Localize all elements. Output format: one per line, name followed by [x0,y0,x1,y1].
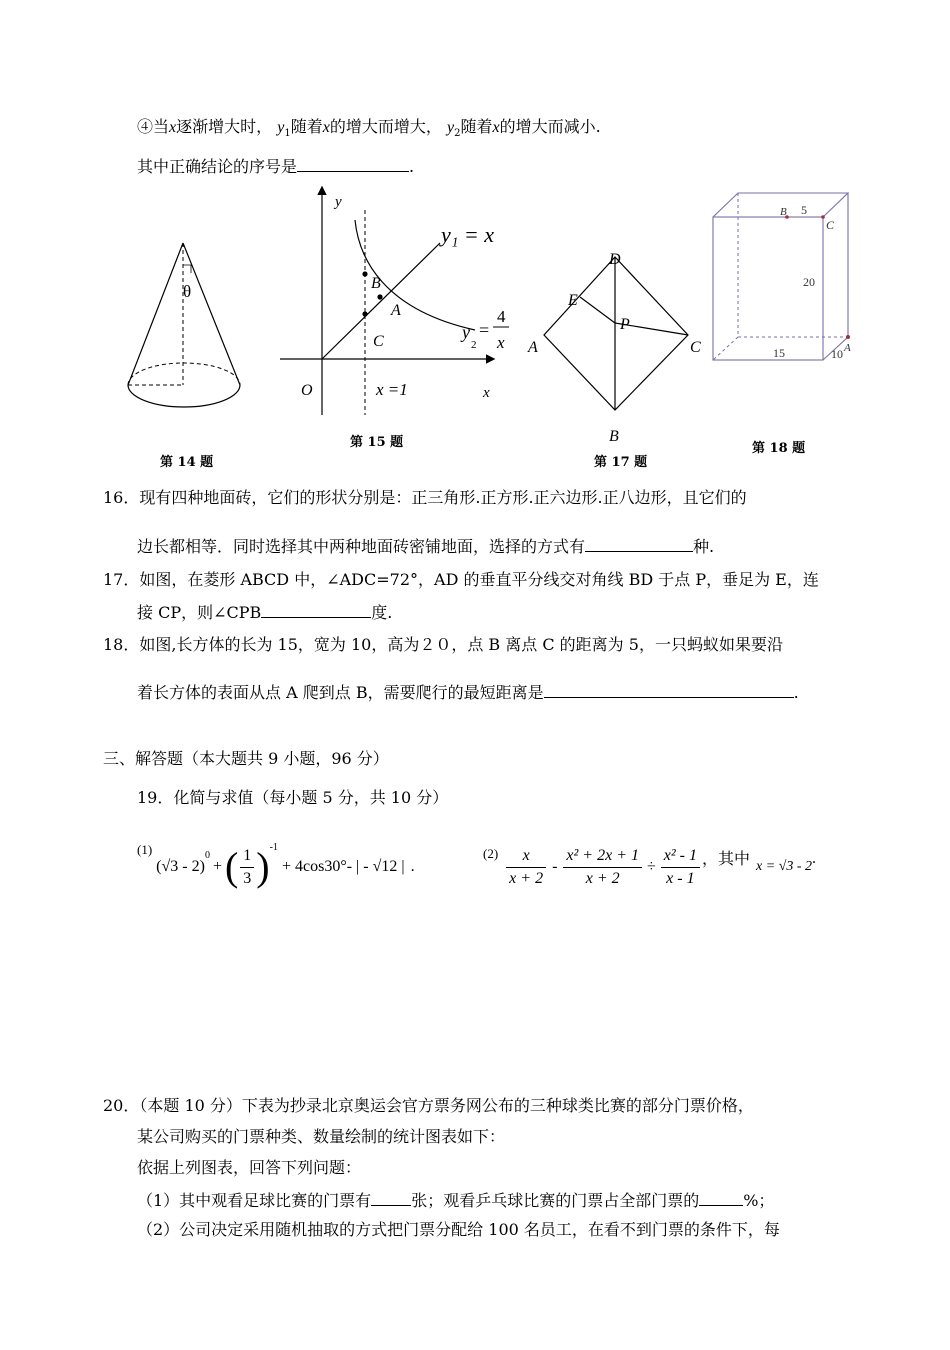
fraction-2 [563,847,642,888]
text: 逐渐增大时， [176,117,273,136]
curve-label-sub: 2 [471,339,477,351]
vline-label: x =1 [376,380,408,399]
label-E: E [568,292,578,309]
period: . [410,858,415,875]
var-x: x [492,119,500,136]
q19-title: 19．化简与求值（每小题 5 分，共 10 分） [137,788,449,807]
var-y2: y [446,119,455,136]
fig18-caption: 第 18 题 [752,441,806,456]
q18-line1: 18．如图,长方体的长为 15，宽为 10，高为２０，点 B 离点 C 的距离为 5，一只蚂蚁如果要沿 [103,635,783,654]
part1-exp-neg1: -1 [269,842,278,853]
q20-text-a: （1）其中观看足球比赛的门票有 [137,1191,372,1210]
fraction-den: 3 [243,869,252,887]
q20-line2: 某公司购买的门票种类、数量绘制的统计图表如下： [137,1127,506,1146]
fraction-3-den: x - 1 [666,869,695,887]
label-P: P [620,316,630,333]
curve-label-eq: = [479,320,490,340]
label-B: B [609,428,619,445]
q20-text-c: %； [743,1191,775,1210]
correct-prefix: 其中正确结论的序号是 [137,157,298,176]
q19-part2 [483,842,816,892]
part1-term-a: (√3 - 2) [156,858,205,875]
text: 随着 [460,117,493,136]
q17-text: 接 CP，则∠CPB [137,603,262,622]
q17-line2 [137,603,392,621]
part2-label: (2) [483,846,499,861]
cuboid-figure [700,185,870,370]
divide: ÷ [647,858,656,875]
label-B: B [371,275,381,292]
point-A [846,335,850,339]
fraction-2-den: x + 2 [585,869,620,887]
fig17-caption: 第 17 题 [594,455,648,470]
q20-line5: （2）公司决定采用随机抽取的方式把门票分配给 100 名员工，在看不到门票的条件下，每 [137,1220,780,1239]
point-C [821,215,825,219]
q20-line3: 依据上列图表，回答下列问题： [137,1158,362,1177]
q20-blank-2[interactable] [699,1191,743,1206]
fraction-1 [506,847,546,888]
q20-text-b: 张；观看乒乓球比赛的门票占全部门票的 [411,1191,700,1210]
cone-base-front [128,385,240,407]
label-C: C [373,333,384,350]
fraction-one-third [240,847,254,888]
q18-answer-blank[interactable] [544,683,794,698]
period: . [409,157,415,176]
angle-mark [183,265,191,273]
fig15-caption: 第 15 题 [350,435,404,450]
text: 的增大而增大， [329,117,442,136]
where-text: ，其中 [702,849,751,868]
part1-exp-0: 0 [204,850,210,861]
var-x: x [322,119,330,136]
item-4-line [137,119,601,139]
label-A: A [844,342,851,354]
fraction-3 [661,847,700,888]
q17-suffix: 度. [371,603,393,622]
paren-open: ( [224,844,239,889]
line-y1-label: y₁ = x [441,222,495,247]
origin-label: O [301,382,313,399]
sub-2: 2 [454,128,461,140]
q16-line2 [137,537,714,555]
answer-blank[interactable] [297,157,409,172]
fraction-3-num: x² - 1 [661,847,700,868]
part1-label: (1) [137,842,153,857]
item-4-prefix: ④当 [137,117,170,136]
q16-line1: 16．现有四种地面砖，它们的形状分别是：正三角形.正方形.正六边形.正八边形，且它们的 [103,488,747,507]
cone-left-edge [128,243,183,385]
label-D: D [609,251,621,268]
q20-line1: 20．（本题 10 分）下表为抄录北京奥运会官方票务网公布的三种球类比赛的部分门票价格， [103,1096,754,1115]
q17-answer-blank[interactable] [261,603,371,618]
point-C [362,311,367,316]
plus: + [212,858,222,875]
function-graph [275,180,520,425]
label-A: A [391,302,401,319]
q19-part1 [137,842,415,892]
curve-numerator: 4 [497,307,506,326]
minus: - [552,858,558,875]
curve-denominator: x [497,333,505,352]
correct-answer-line [137,157,414,175]
q17-line1: 17．如图，在菱形 ABCD 中，∠ADC=72°，AD 的垂直平分线交对角线 BD 于点 P，垂足为 E，连 [103,570,819,589]
var-y1: y [277,119,285,136]
label-C: C [690,339,701,356]
point-A [377,294,382,299]
length-10: 10 [831,347,843,361]
period: . [812,850,817,867]
label-C: C [826,218,835,232]
fig14-caption: 第 14 题 [160,455,214,470]
point-B [362,271,367,276]
segment-EP [580,297,615,323]
x-axis-label: x [483,385,490,401]
q16-suffix: 种. [693,537,715,556]
q20-blank-1[interactable] [371,1191,411,1206]
q18-text: 着长方体的表面从点 A 爬到点 B，需要爬行的最短距离是 [137,683,544,702]
rhombus-figure [520,245,710,450]
rhombus-ABCD [544,257,688,410]
text: 随着 [290,117,323,136]
length-20: 20 [803,275,815,289]
label-B: B [780,206,787,218]
q16-text: 边长都相等．同时选择其中两种地面砖密铺地面，选择的方式有 [137,537,586,556]
fraction-1-num: x [506,847,546,868]
curve-label-y: y [462,322,470,342]
fraction-1-den: x + 2 [509,869,544,887]
fraction-2-num: x² + 2x + 1 [563,847,642,868]
length-15: 15 [773,346,785,360]
section-3-heading: 三、解答题（本大题共 9 小题，96 分） [103,749,389,768]
fraction-num: 1 [240,847,254,868]
q18-line2 [137,683,799,701]
paren-close: ) [256,844,270,889]
q18-suffix: . [793,683,799,702]
sub-1: 1 [284,128,291,140]
var-x: x [169,119,177,136]
q16-answer-blank[interactable] [585,537,693,552]
text: 的增大而减小. [499,117,601,136]
condition: x = √3 - 2 [756,859,813,874]
cone-figure [120,235,250,420]
label-A: A [528,339,538,356]
part1-term-b: + 4cos30°- | - √12 | [281,858,405,875]
theta-label: θ [183,282,192,301]
q20-line4 [137,1191,774,1209]
y-axis-label: y [335,194,342,210]
length-5: 5 [801,203,807,217]
cone-base-back [128,363,240,385]
